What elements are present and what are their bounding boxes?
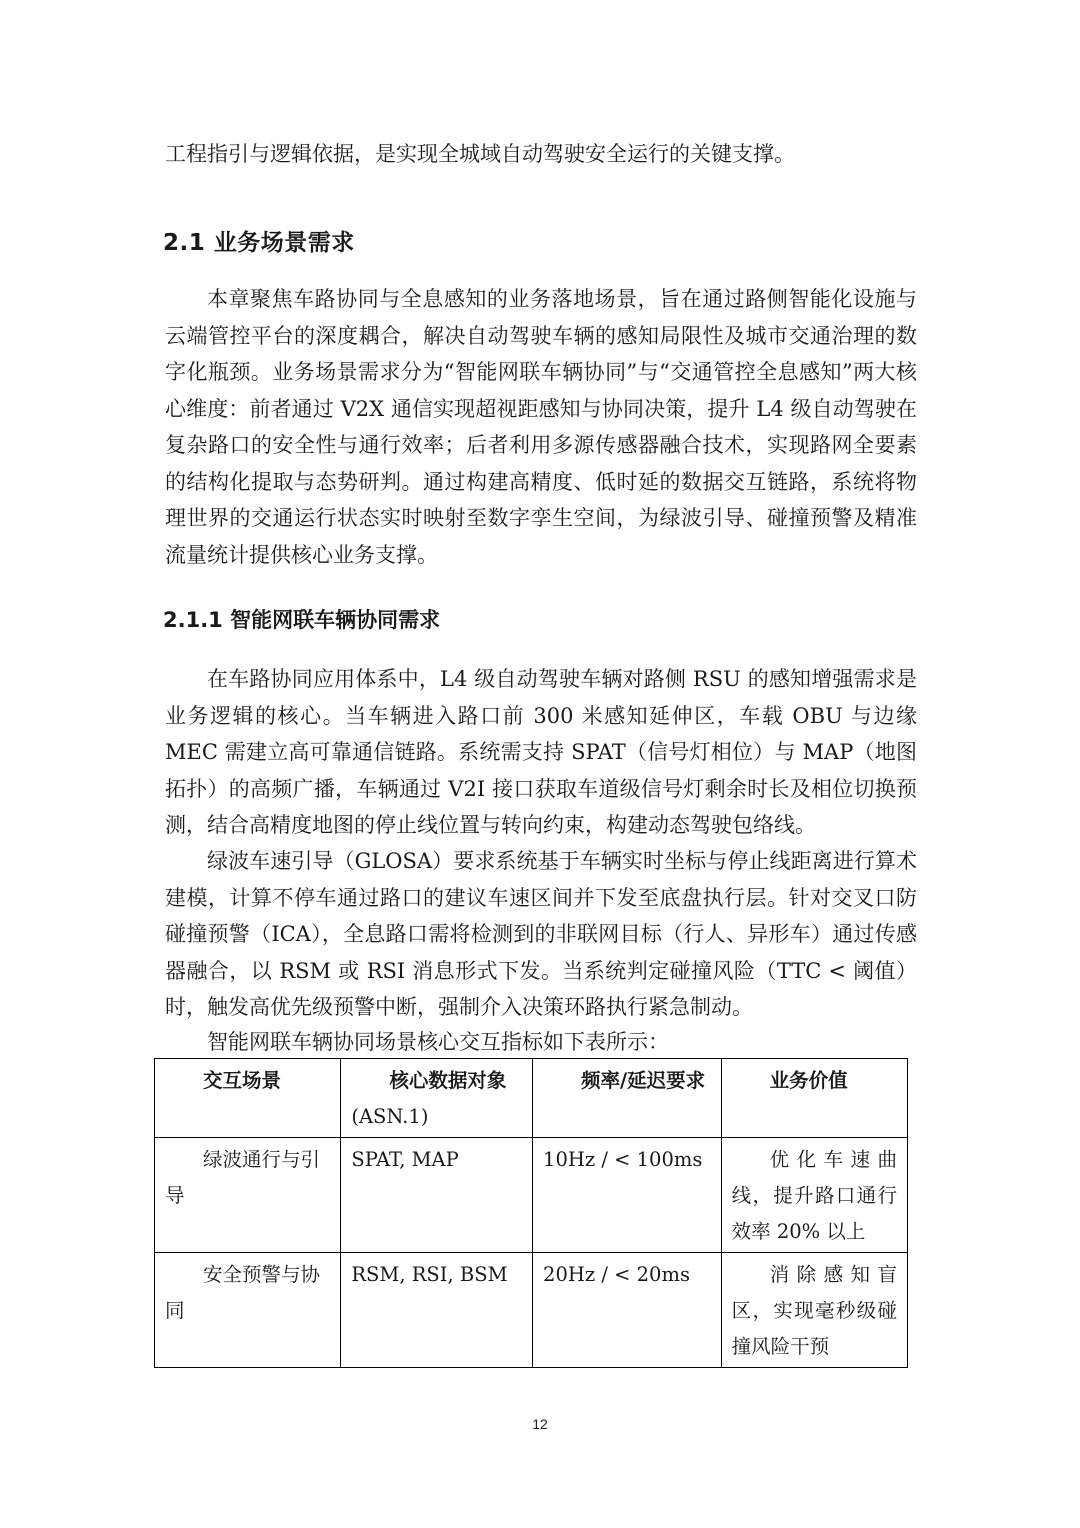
intro-tail-paragraph: 工程指引与逻辑依据，是实现全城域自动驾驶安全运行的关键支撑。 (165, 142, 795, 166)
row-2-frequency: 20Hz / < 20ms (533, 1253, 722, 1368)
table-caption: 智能网联车辆协同场景核心交互指标如下表所示： (207, 1030, 669, 1054)
page-number: 12 (532, 1416, 548, 1432)
table-row (155, 1138, 908, 1253)
row-1-scene: 绿波通行与引导 (155, 1138, 341, 1253)
section-2-1-1-paragraph-1: 在车路协同应用体系中，L4 级自动驾驶车辆对路侧 RSU 的感知增强需求是业务逻辑的核心。当车辆进入路口前 300 米感知延伸区，车载 OBU 与边缘 MEC 需建立高可靠通信链路。系统需支持 SPAT（信号灯相位）与 MAP（地图拓扑）的高频广播，车辆通过 V2I 接口获取车道级信号灯剩余时长及相位切换预测，结合高精度地图的停止线位置与转向约束，构建动态驾驶包络线。 (165, 667, 917, 837)
row-2-scene: 安全预警与协同 (155, 1253, 341, 1368)
row-2-value: 消除感知盲区，实现毫秒级碰撞风险干预 (721, 1253, 907, 1368)
table-header-row (155, 1059, 908, 1138)
row-1-frequency: 10Hz / < 100ms (533, 1138, 722, 1253)
row-1-object: SPAT, MAP (341, 1138, 533, 1253)
header-object (341, 1059, 533, 1138)
section-2-1-heading: 2.1 业务场景需求 (163, 230, 355, 256)
interaction-metrics-table (154, 1058, 908, 1368)
table-row (155, 1253, 908, 1368)
header-object-line1: 核心数据对象 (389, 1069, 507, 1092)
section-2-1-body: 本章聚焦车路协同与全息感知的业务落地场景，旨在通过路侧智能化设施与云端管控平台的深度耦合，解决自动驾驶车辆的感知局限性及城市交通治理的数字化瓶颈。业务场景需求分为“智能网联车辆协同”与“交通管控全息感知”两大核心维度：前者通过 V2X 通信实现超视距感知与协同决策，提升 L4 级自动驾驶在复杂路口的安全性与通行效率；后者利用多源传感器融合技术，实现路网全要素的结构化提取与态势研判。通过构建高精度、低时延的数据交互链路，系统将物理世界的交通运行状态实时映射至数字孪生空间，为绿波引导、碰撞预警及精准流量统计提供核心业务支撑。 (165, 287, 917, 567)
row-1-value: 优化车速曲线，提升路口通行效率 20% 以上 (721, 1138, 907, 1253)
section-2-1-1-paragraph-2: 绿波车速引导（GLOSA）要求系统基于车辆实时坐标与停止线距离进行算术建模，计算不停车通过路口的建议车速区间并下发至底盘执行层。针对交叉口防碰撞预警（ICA），全息路口需将检测到的非联网目标（行人、异形车）通过传感器融合，以 RSM 或 RSI 消息形式下发。当系统判定碰撞风险（TTC < 阈值）时，触发高优先级预警中断，强制介入决策环路执行紧急制动。 (165, 849, 917, 1019)
header-object-line2: (ASN.1) (351, 1105, 429, 1128)
header-frequency: 频率/延迟要求 (533, 1059, 722, 1138)
header-value: 业务价值 (721, 1059, 907, 1138)
row-2-object: RSM, RSI, BSM (341, 1253, 533, 1368)
section-2-1-1-heading: 2.1.1 智能网联车辆协同需求 (163, 608, 441, 632)
header-scene: 交互场景 (155, 1059, 341, 1138)
